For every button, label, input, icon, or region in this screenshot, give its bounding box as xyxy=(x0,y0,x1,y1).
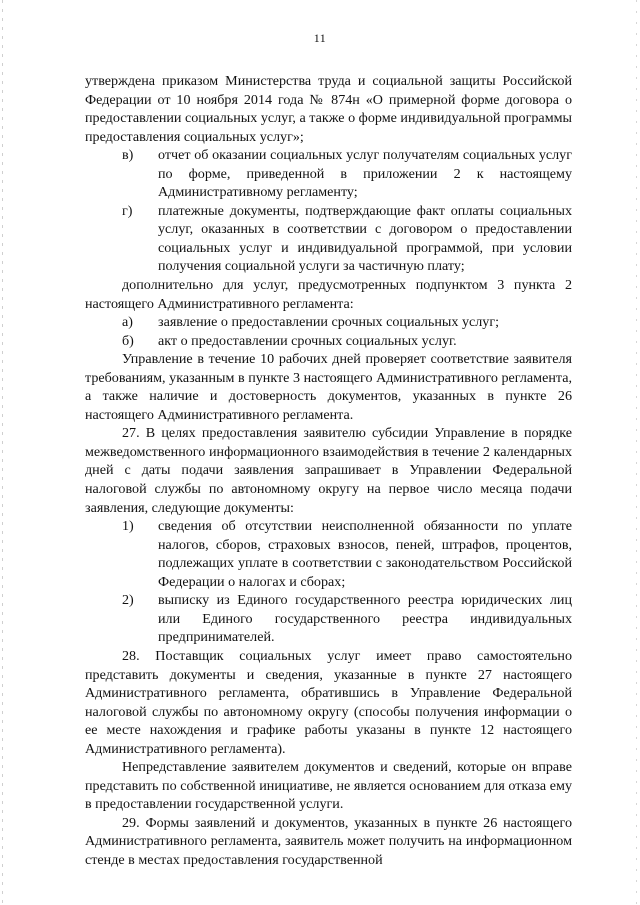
list-item-b xyxy=(85,332,572,351)
paragraph-non-submission: Непредставление заявителем документов и сведений, которые он вправе представить по собственной инициативе, не является основанием для отказа ему в предоставлении государственной услуги. xyxy=(85,759,572,813)
paragraph-continuation: утверждена приказом Министерства труда и социальной защиты Российской Федерации от 10 ноября 2014 года № 874н «О примерной форме договора о предоставлении социальных услуг, а также о форме индивидуальной программы предоставления социальных услуг»; xyxy=(85,73,572,145)
list-item-text: выписку из Единого государственного реестра юридических лиц или Единого государственного реестра индивидуальных предпринимателей. xyxy=(158,592,572,646)
list-item-2 xyxy=(85,591,572,647)
list-item-a xyxy=(85,313,572,332)
paragraph-additional: дополнительно для услуг, предусмотренных подпунктом 3 пункта 2 настоящего Административного регламента: xyxy=(85,277,572,312)
list-item-marker: б) xyxy=(122,332,134,349)
list-item-text: сведения об отсутствии неисполненной обязанности по уплате налогов, сборов, страховых взносов, пеней, штрафов, процентов, подлежащих уплате в соответствии с законодательством Российской Федерации о налогах и сборах; xyxy=(158,518,572,590)
list-item-marker: 1) xyxy=(122,518,134,535)
paragraph-verification: Управление в течение 10 рабочих дней проверяет соответствие заявителя требованиям, указанным в пункте 3 настоящего Административного регламента, а также наличие и достоверность документов, указанных в пункте 26 настоящего Административного регламента. xyxy=(85,351,572,423)
list-item-text: заявление о предоставлении срочных социальных услуг; xyxy=(158,314,500,331)
list-item-v xyxy=(85,146,572,202)
list-item-marker: 2) xyxy=(122,592,134,609)
document-body xyxy=(85,72,572,870)
paragraph-27: 27. В целях предоставления заявителю субсидии Управление в порядке межведомственного информационного взаимодействия в течение 2 календарных дней с даты подачи заявления запрашивает в Управлении Федеральной налоговой службы по автономному округу на первое число месяца подачи заявления, следующие документы: xyxy=(85,425,572,516)
list-item-marker: в) xyxy=(122,147,134,164)
page-number: 11 xyxy=(313,31,327,45)
paragraph-29: 29. Формы заявлений и документов, указанных в пункте 26 настоящего Административного регламента, заявитель может получить на информационном стенде в местах предоставления государственной xyxy=(85,814,572,868)
list-item-text: акт о предоставлении срочных социальных услуг. xyxy=(158,332,457,349)
list-item-marker: а) xyxy=(122,314,133,331)
list-item-1 xyxy=(85,517,572,591)
right-scan-edge xyxy=(636,0,637,905)
paragraph-28: 28. Поставщик социальных услуг имеет право самостоятельно представить документы и сведения, указанные в пункте 27 настоящего Административного регламента, обратившись в Управление Федеральной налоговой службы по автономному округу (способы получения информации о ее месте нахождения и графике работы указаны в пункте 12 настоящего Административного регламента). xyxy=(85,647,572,757)
left-scan-edge xyxy=(2,0,3,905)
list-item-g xyxy=(85,202,572,276)
list-item-text: отчет об оказании социальных услуг получателям социальных услуг по форме, приведенной в приложении 2 к настоящему Административному регламенту; xyxy=(158,147,572,201)
list-item-text: платежные документы, подтверждающие факт оплаты социальных услуг, оказанных в соответствии с договором о предоставлении социальных услуг и индивидуальной программой, при условии получения социальной услуги за частичную плату; xyxy=(158,202,572,275)
list-item-marker: г) xyxy=(122,202,133,219)
